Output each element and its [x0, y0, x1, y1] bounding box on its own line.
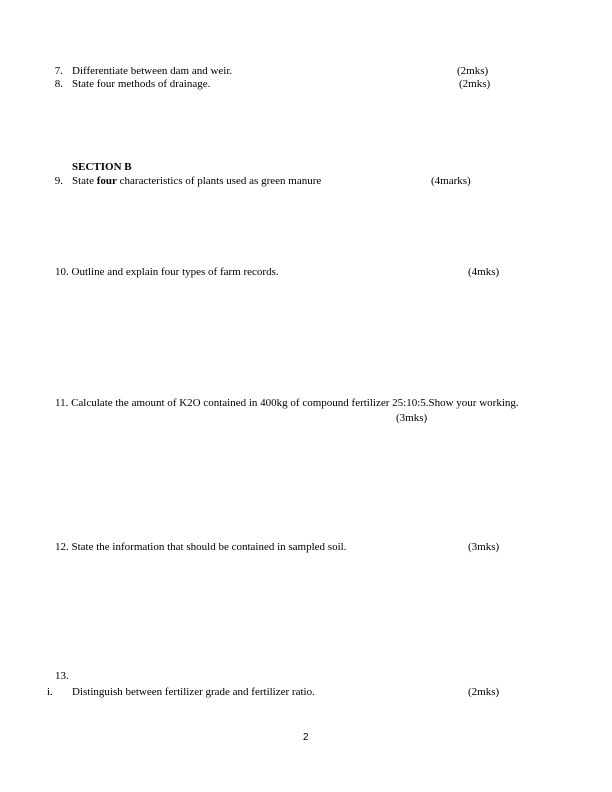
- question-13-sub-i-text: Distinguish between fertilizer grade and fertilizer ratio.: [72, 686, 315, 698]
- question-12-text: 12. State the information that should be contained in sampled soil.: [55, 541, 347, 553]
- question-7-number: 7.: [54, 65, 63, 77]
- question-9-text-start: State: [72, 175, 97, 187]
- page-number: 2: [303, 732, 309, 743]
- question-9-marks: (4marks): [431, 175, 471, 187]
- question-10-text: 10. Outline and explain four types of farm records.: [55, 266, 279, 278]
- question-9-text: [72, 175, 321, 188]
- question-8-number: 8.: [54, 78, 63, 90]
- question-8-text: State four methods of drainage.: [72, 78, 211, 90]
- question-13-sub-i-marks: (2mks): [468, 686, 500, 698]
- question-9-text-end: characteristics of plants used as green manure: [116, 175, 322, 187]
- question-13-sub-i-label: i.: [47, 686, 53, 698]
- question-7-text: Differentiate between dam and weir.: [72, 65, 233, 77]
- section-b-heading: SECTION B: [72, 161, 132, 173]
- question-9-number: 9.: [54, 175, 63, 187]
- question-12-marks: (3mks): [468, 541, 500, 553]
- question-7-marks: (2mks): [457, 65, 489, 77]
- question-11-marks: (3mks): [396, 412, 428, 424]
- question-10-marks: (4mks): [468, 266, 500, 278]
- question-8-marks: (2mks): [459, 78, 491, 90]
- question-11-text: 11. Calculate the amount of K2O contained in 400kg of compound fertilizer 25:10:5.Show your working.: [55, 397, 519, 409]
- question-9-text-emphasis: four: [96, 175, 117, 187]
- question-13-number: 13.: [55, 670, 69, 682]
